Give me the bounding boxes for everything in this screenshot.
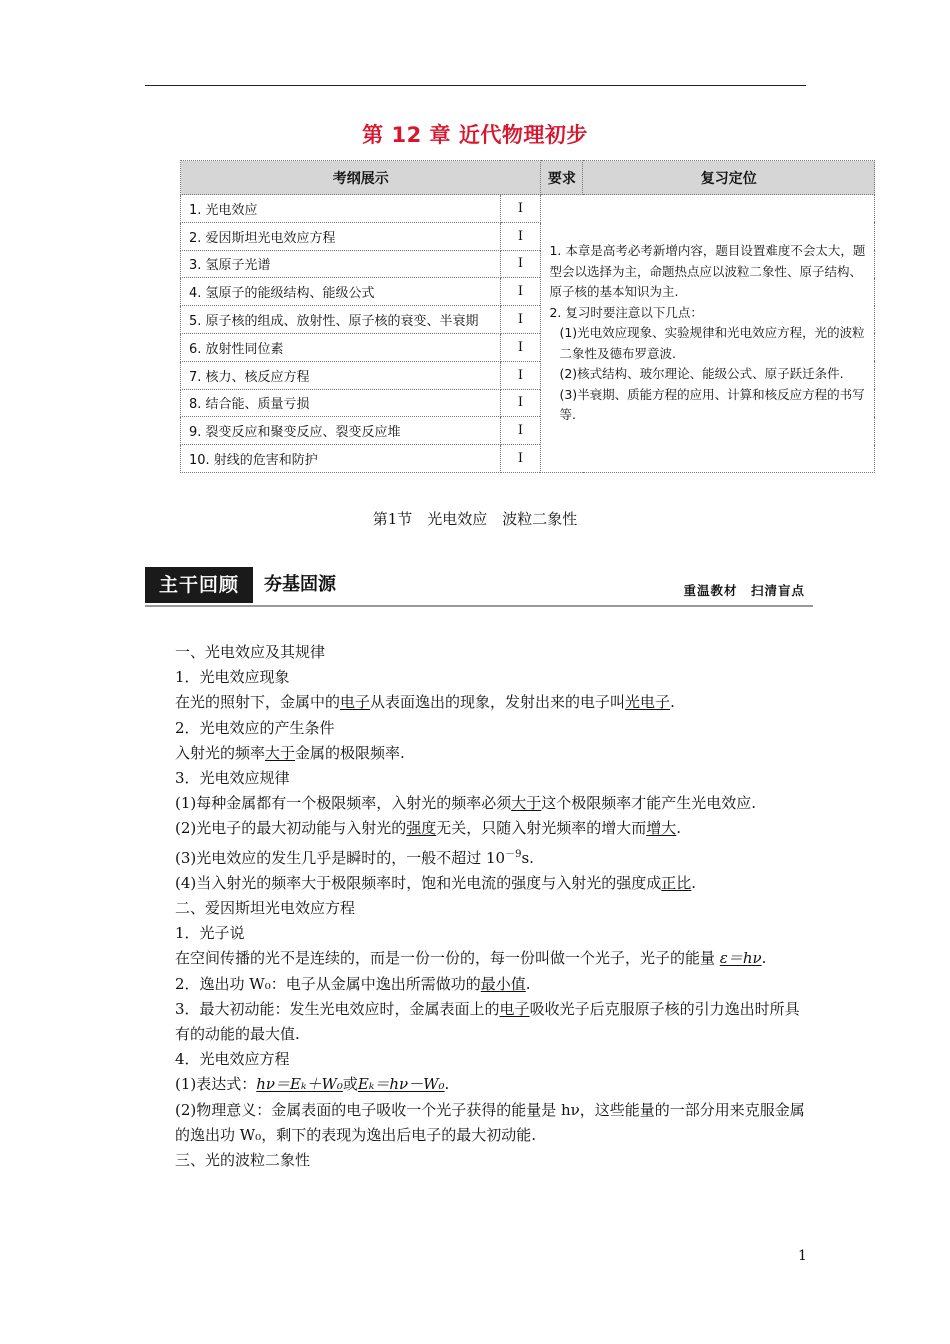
requirement-cell: Ⅰ bbox=[500, 278, 541, 306]
requirement-cell: Ⅰ bbox=[500, 222, 541, 250]
requirement-cell: Ⅰ bbox=[500, 195, 541, 223]
paragraph: (1)每种金属都有一个极限频率，入射光的频率必须大于这个极限频率才能产生光电效应. bbox=[175, 794, 757, 813]
topic-cell: 6. 放射性同位素 bbox=[181, 333, 501, 361]
requirement-cell: Ⅰ bbox=[500, 417, 541, 445]
subheading: 1．光电效应现象 bbox=[175, 668, 290, 687]
blank-answer: 电子 bbox=[340, 693, 371, 712]
requirement-cell: Ⅰ bbox=[500, 445, 541, 473]
requirement-cell: Ⅰ bbox=[500, 306, 541, 334]
review-item-1: 1. 本章是高考必考新增内容，题目设置难度不会太大，题型会以选择为主，命题热点应以波粒二象性、原子结构、原子核的基本知识为主. bbox=[549, 243, 866, 300]
topic-cell: 2. 爱因斯坦光电效应方程 bbox=[181, 222, 501, 250]
header-review: 复习定位 bbox=[583, 161, 875, 195]
heading-1: 一、光电效应及其规律 bbox=[175, 643, 326, 661]
topic-cell: 8. 结合能、质量亏损 bbox=[181, 389, 501, 417]
blank-answer: Eₖ＝hν－W₀ bbox=[357, 1075, 445, 1094]
review-cell bbox=[541, 195, 875, 473]
paragraph: (4)当入射光的频率大于极限频率时，饱和光电流的强度与入射光的强度成正比. bbox=[175, 873, 697, 892]
requirement-cell: Ⅰ bbox=[500, 389, 541, 417]
topic-cell: 5. 原子核的组成、放射性、原子核的衰变、半衰期 bbox=[181, 306, 501, 334]
paragraph: 在空间传播的光不是连续的，而是一份一份的，每一份叫做一个光子，光子的能量 ε＝hν. bbox=[175, 949, 767, 968]
paragraph: (2)物理意义：金属表面的电子吸收一个光子获得的能量是 hν，这些能量的一部分用来克服金属的逸出功 W₀，剩下的表现为逸出后电子的最大初动能. bbox=[175, 1100, 805, 1144]
paragraph: 在光的照射下，金属中的电子从表面逸出的现象，发射出来的电子叫光电子. bbox=[175, 693, 675, 712]
requirement-cell: Ⅰ bbox=[500, 361, 541, 389]
requirement-cell: Ⅰ bbox=[500, 250, 541, 278]
blank-answer: 电子 bbox=[499, 999, 530, 1018]
chapter-title: 第 12 章 近代物理初步 bbox=[362, 123, 588, 147]
topic-cell: 10. 射线的危害和防护 bbox=[181, 445, 501, 473]
review-sub-3: (3)半衰期、质能方程的应用、计算和核反应方程的书写等. bbox=[559, 386, 865, 423]
paragraph: (3)光电效应的发生几乎是瞬时的，一般不超过 $10^{-9}s$. bbox=[175, 848, 534, 867]
blank-answer: 最小值 bbox=[480, 974, 526, 993]
blank-answer: ε＝hν bbox=[719, 949, 762, 968]
paragraph: 3．最大初动能：发生光电效应时，金属表面上的电子吸收光子后克服原子核的引力逸出时所具有的动能的最大值. bbox=[175, 999, 800, 1044]
page-number: 1 bbox=[798, 1248, 807, 1264]
syllabus-table bbox=[180, 160, 875, 473]
topic-cell: 4. 氢原子的能级结构、能级公式 bbox=[181, 278, 501, 306]
blank-answer: 增大 bbox=[646, 819, 677, 838]
review-sub-1: (1)光电效应现象、实验规律和光电效应方程，光的波粒二象性及德布罗意波. bbox=[559, 325, 865, 361]
syllabus-header-row bbox=[181, 161, 875, 195]
paragraph: 入射光的频率大于金属的极限频率. bbox=[175, 743, 405, 762]
topic-cell: 1. 光电效应 bbox=[181, 195, 501, 223]
header-rule bbox=[145, 85, 806, 86]
requirement-cell: Ⅰ bbox=[500, 333, 541, 361]
blank-answer: 大于 bbox=[265, 743, 296, 762]
paragraph: 2．逸出功 W₀：电子从金属中逸出所需做功的最小值. bbox=[175, 974, 531, 993]
blank-answer: 光电子 bbox=[625, 693, 671, 712]
review-sub-2: (2)核式结构、玻尔理论、能级公式、原子跃迁条件. bbox=[559, 366, 844, 382]
header-topic: 考纲展示 bbox=[181, 161, 541, 195]
subheading: 2．光电效应的产生条件 bbox=[175, 718, 335, 737]
banner-sub-label: 夯基固源 bbox=[264, 574, 336, 595]
review-banner bbox=[145, 567, 813, 607]
blank-answer: hν＝Eₖ＋W₀ bbox=[256, 1075, 343, 1094]
banner-right-label: 重温教材 扫清盲点 bbox=[683, 583, 805, 598]
paragraph: (1)表达式：hν＝Eₖ＋W₀或Eₖ＝hν－W₀. bbox=[175, 1075, 450, 1094]
blank-answer: 大于 bbox=[511, 794, 542, 813]
header-requirement: 要求 bbox=[541, 161, 583, 195]
subheading: 4．光电效应方程 bbox=[175, 1050, 290, 1069]
main-content bbox=[145, 640, 813, 1173]
topic-cell: 7. 核力、核反应方程 bbox=[181, 361, 501, 389]
heading-3: 三、光的波粒二象性 bbox=[175, 1151, 311, 1170]
blank-answer: 强度 bbox=[406, 819, 437, 838]
subheading: 1．光子说 bbox=[175, 924, 245, 943]
review-item-2: 2. 复习时要注意以下几点： bbox=[549, 304, 703, 320]
table-row bbox=[181, 195, 875, 223]
subheading: 3．光电效应规律 bbox=[175, 769, 290, 788]
topic-cell: 9. 裂变反应和聚变反应、裂变反应堆 bbox=[181, 417, 501, 445]
banner-main-label: 主干回顾 bbox=[145, 567, 253, 603]
topic-cell: 3. 氢原子光谱 bbox=[181, 250, 501, 278]
paragraph: (2)光电子的最大初动能与入射光的强度无关，只随入射光频率的增大而增大. bbox=[175, 819, 682, 838]
blank-answer: 正比 bbox=[661, 873, 692, 892]
section-title: 第1节 光电效应 波粒二象性 bbox=[372, 510, 578, 528]
heading-2: 二、爱因斯坦光电效应方程 bbox=[175, 899, 356, 918]
